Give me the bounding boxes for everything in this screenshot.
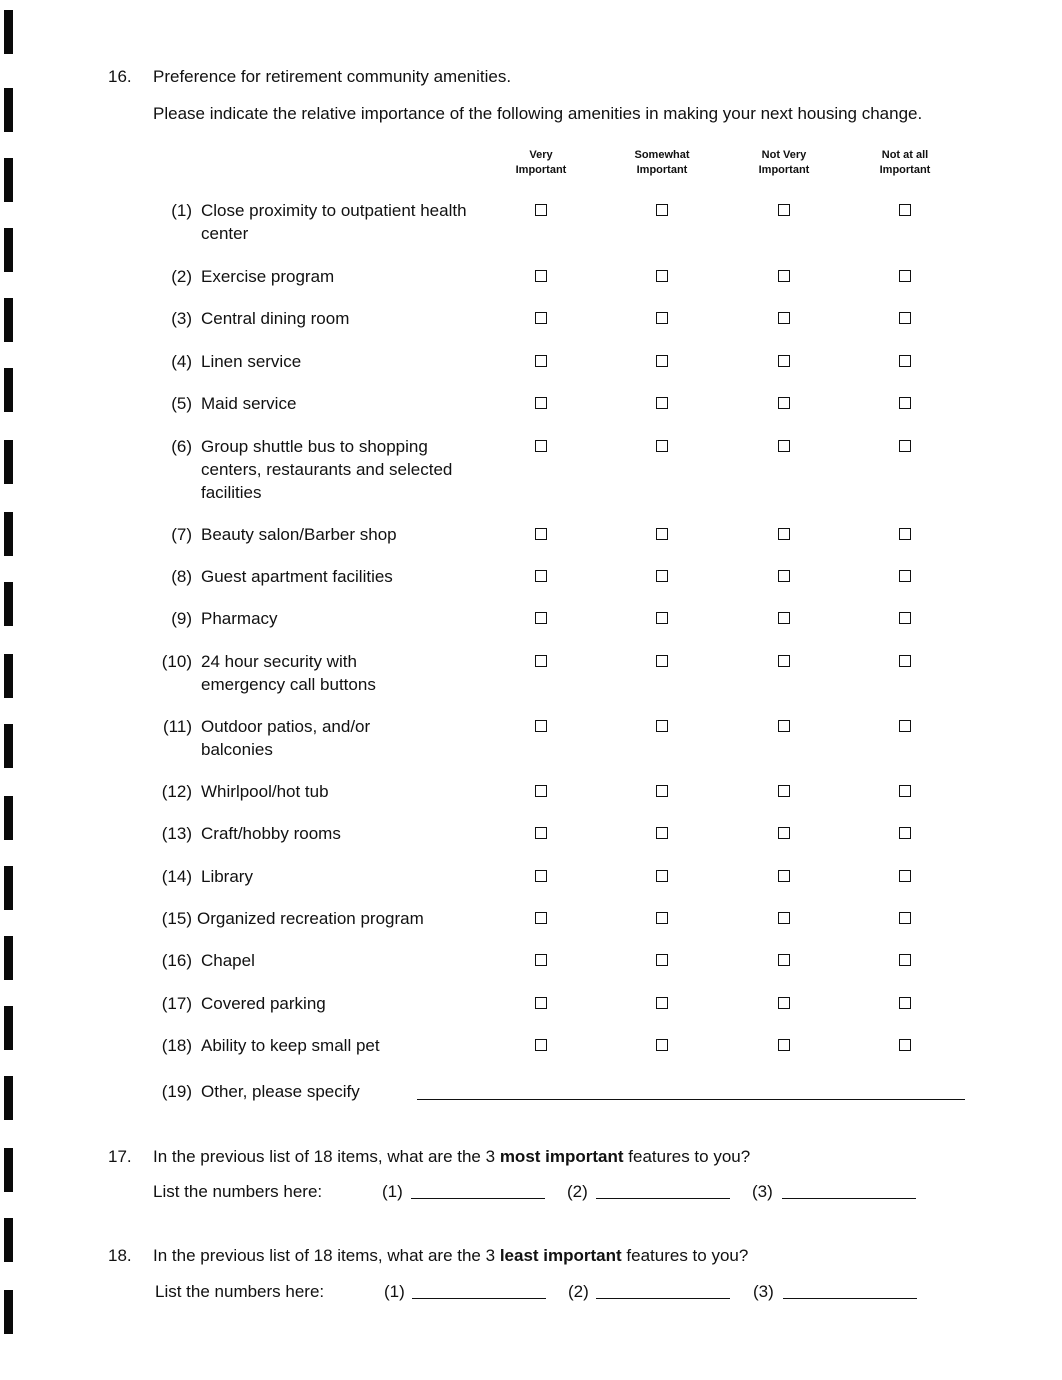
checkbox-not-at-all-important[interactable] xyxy=(899,997,911,1009)
answer-blank-2[interactable] xyxy=(596,1298,730,1299)
checkbox-not-very-important[interactable] xyxy=(778,528,790,540)
scan-mark xyxy=(4,1218,13,1262)
amenity-number: (7) xyxy=(171,525,192,544)
checkbox-not-at-all-important[interactable] xyxy=(899,655,911,667)
column-header-not-at-all-important xyxy=(855,148,955,178)
column-header-line: Not Very xyxy=(761,149,807,161)
checkbox-not-very-important[interactable] xyxy=(778,570,790,582)
question-16-number: 16. xyxy=(108,67,132,86)
column-header-line: Not at all xyxy=(881,149,929,161)
checkbox-not-very-important[interactable] xyxy=(778,997,790,1009)
checkbox-very-important[interactable] xyxy=(535,785,547,797)
checkbox-very-important[interactable] xyxy=(535,312,547,324)
scan-mark xyxy=(4,724,13,768)
answer-blank-3[interactable] xyxy=(782,1198,916,1199)
question-16-instruction: Please indicate the relative importance of the following amenities in making your next housing change. xyxy=(153,104,923,123)
checkbox-very-important[interactable] xyxy=(535,204,547,216)
scan-mark xyxy=(4,582,13,626)
checkbox-very-important[interactable] xyxy=(535,397,547,409)
amenity-number: (6) xyxy=(171,437,192,456)
checkbox-somewhat-important[interactable] xyxy=(656,655,668,667)
checkbox-very-important[interactable] xyxy=(535,954,547,966)
amenity-number: (5) xyxy=(171,394,192,413)
checkbox-somewhat-important[interactable] xyxy=(656,997,668,1009)
checkbox-somewhat-important[interactable] xyxy=(656,720,668,732)
question-emphasis: least important xyxy=(499,1246,622,1265)
amenity-label: Whirlpool/hot tub xyxy=(201,782,329,801)
column-header-not-very-important xyxy=(734,148,834,178)
checkbox-not-at-all-important[interactable] xyxy=(899,720,911,732)
checkbox-not-very-important[interactable] xyxy=(778,312,790,324)
checkbox-not-at-all-important[interactable] xyxy=(899,827,911,839)
amenity-number: (14) xyxy=(161,867,192,886)
checkbox-very-important[interactable] xyxy=(535,912,547,924)
checkbox-very-important[interactable] xyxy=(535,355,547,367)
blank-label: (3) xyxy=(752,1182,773,1201)
checkbox-somewhat-important[interactable] xyxy=(656,912,668,924)
checkbox-very-important[interactable] xyxy=(535,655,547,667)
scan-margin-marks xyxy=(0,0,20,1380)
amenity-label: Chapel xyxy=(201,951,255,970)
amenity-number: (1) xyxy=(171,201,192,220)
checkbox-somewhat-important[interactable] xyxy=(656,204,668,216)
amenity-number: (8) xyxy=(171,567,192,586)
checkbox-not-very-important[interactable] xyxy=(778,954,790,966)
scan-mark xyxy=(4,1006,13,1050)
amenity-label: Covered parking xyxy=(201,994,326,1013)
scan-mark xyxy=(4,440,13,484)
amenity-label: Pharmacy xyxy=(201,609,278,628)
amenity-number: (10) xyxy=(161,652,192,671)
column-header-line: Important xyxy=(879,164,931,176)
checkbox-not-very-important[interactable] xyxy=(778,612,790,624)
column-header-line: Important xyxy=(636,164,688,176)
answer-blank-1[interactable] xyxy=(411,1198,545,1199)
checkbox-not-at-all-important[interactable] xyxy=(899,785,911,797)
checkbox-somewhat-important[interactable] xyxy=(656,785,668,797)
checkbox-not-very-important[interactable] xyxy=(778,440,790,452)
checkbox-somewhat-important[interactable] xyxy=(656,954,668,966)
checkbox-not-at-all-important[interactable] xyxy=(899,912,911,924)
question-text-part: features to you? xyxy=(628,1147,751,1166)
column-header-very-important xyxy=(491,148,591,178)
amenity-number: (9) xyxy=(171,609,192,628)
checkbox-very-important[interactable] xyxy=(535,270,547,282)
checkbox-not-very-important[interactable] xyxy=(778,204,790,216)
column-header-line: Very xyxy=(529,149,553,161)
checkbox-not-very-important[interactable] xyxy=(778,912,790,924)
column-header-line: Important xyxy=(758,164,810,176)
answer-blank-1[interactable] xyxy=(412,1298,546,1299)
amenity-number: (19) xyxy=(161,1082,192,1101)
checkbox-not-at-all-important[interactable] xyxy=(899,528,911,540)
checkbox-very-important[interactable] xyxy=(535,528,547,540)
question-emphasis: most important xyxy=(499,1147,624,1166)
amenity-label: Beauty salon/Barber shop xyxy=(201,525,397,544)
scan-mark xyxy=(4,866,13,910)
checkbox-somewhat-important[interactable] xyxy=(656,827,668,839)
question-18-text xyxy=(153,1246,973,1265)
checkbox-very-important[interactable] xyxy=(535,720,547,732)
list-numbers-label: List the numbers here: xyxy=(155,1282,325,1301)
scan-mark xyxy=(4,10,13,54)
scan-mark xyxy=(4,88,13,132)
amenity-label: Close proximity to outpatient health center xyxy=(201,201,467,243)
checkbox-not-at-all-important[interactable] xyxy=(899,312,911,324)
checkbox-very-important[interactable] xyxy=(535,570,547,582)
amenity-other-label: Other, please specify xyxy=(201,1082,360,1101)
checkbox-not-at-all-important[interactable] xyxy=(899,270,911,282)
checkbox-somewhat-important[interactable] xyxy=(656,355,668,367)
amenity-number: (12) xyxy=(161,782,192,801)
blank-label: (1) xyxy=(384,1282,405,1301)
scan-mark xyxy=(4,298,13,342)
amenity-label: Linen service xyxy=(201,352,302,371)
question-18-number: 18. xyxy=(108,1246,132,1265)
amenity-label: Organized recreation program xyxy=(197,909,424,928)
checkbox-not-at-all-important[interactable] xyxy=(899,397,911,409)
amenity-number: (3) xyxy=(171,309,192,328)
amenity-label: Group shuttle bus to shopping centers, restaurants and selected facilities xyxy=(201,437,453,502)
amenity-label: Maid service xyxy=(201,394,297,413)
checkbox-somewhat-important[interactable] xyxy=(656,870,668,882)
checkbox-not-at-all-important[interactable] xyxy=(899,355,911,367)
checkbox-somewhat-important[interactable] xyxy=(656,397,668,409)
amenity-label: Craft/hobby rooms xyxy=(201,824,341,843)
scan-mark xyxy=(4,368,13,412)
amenity-number: (17) xyxy=(161,994,192,1013)
checkbox-not-at-all-important[interactable] xyxy=(899,440,911,452)
checkbox-not-very-important[interactable] xyxy=(778,720,790,732)
checkbox-very-important[interactable] xyxy=(535,870,547,882)
amenity-label: Central dining room xyxy=(201,309,350,328)
amenity-label: Outdoor patios, and/or balconies xyxy=(201,717,371,759)
list-numbers-label: List the numbers here: xyxy=(153,1182,323,1201)
amenity-number: (15) xyxy=(161,909,192,928)
column-header-line: Important xyxy=(515,164,567,176)
checkbox-somewhat-important[interactable] xyxy=(656,570,668,582)
answer-blank-3[interactable] xyxy=(783,1298,917,1299)
scan-mark xyxy=(4,796,13,840)
checkbox-not-at-all-important[interactable] xyxy=(899,1039,911,1051)
checkbox-not-very-important[interactable] xyxy=(778,355,790,367)
column-header-line: Somewhat xyxy=(634,149,690,161)
checkbox-very-important[interactable] xyxy=(535,997,547,1009)
question-17-number: 17. xyxy=(108,1147,132,1166)
other-specify-field[interactable] xyxy=(417,1099,965,1100)
checkbox-not-at-all-important[interactable] xyxy=(899,570,911,582)
amenity-label: 24 hour security with emergency call buttons xyxy=(201,652,376,694)
amenity-number: (16) xyxy=(161,951,192,970)
checkbox-very-important[interactable] xyxy=(535,827,547,839)
amenity-number: (2) xyxy=(171,267,192,286)
checkbox-somewhat-important[interactable] xyxy=(656,612,668,624)
question-18-answer-row xyxy=(0,1282,1062,1304)
question-16-title: Preference for retirement community amenities. xyxy=(153,67,512,86)
checkbox-not-very-important[interactable] xyxy=(778,1039,790,1051)
question-text-part: In the previous list of 18 items, what are the 3 xyxy=(153,1147,496,1166)
column-header-somewhat-important xyxy=(612,148,712,178)
checkbox-very-important[interactable] xyxy=(535,612,547,624)
blank-label: (3) xyxy=(753,1282,774,1301)
checkbox-very-important[interactable] xyxy=(535,1039,547,1051)
checkbox-not-very-important[interactable] xyxy=(778,397,790,409)
checkbox-somewhat-important[interactable] xyxy=(656,270,668,282)
amenity-number: (18) xyxy=(161,1036,192,1055)
amenity-number: (11) xyxy=(163,717,192,736)
scan-mark xyxy=(4,654,13,698)
scan-mark xyxy=(4,158,13,202)
checkbox-not-very-important[interactable] xyxy=(778,785,790,797)
blank-label: (2) xyxy=(568,1282,589,1301)
checkbox-not-at-all-important[interactable] xyxy=(899,612,911,624)
question-17-answer-row xyxy=(0,1182,1062,1204)
question-text-part: features to you? xyxy=(626,1246,749,1265)
question-17-text xyxy=(153,1147,973,1166)
checkbox-somewhat-important[interactable] xyxy=(656,1039,668,1051)
amenity-label: Exercise program xyxy=(201,267,335,286)
scan-mark xyxy=(4,1076,13,1120)
checkbox-somewhat-important[interactable] xyxy=(656,440,668,452)
checkbox-very-important[interactable] xyxy=(535,440,547,452)
checkbox-not-very-important[interactable] xyxy=(778,270,790,282)
checkbox-not-very-important[interactable] xyxy=(778,870,790,882)
blank-label: (1) xyxy=(382,1182,403,1201)
amenity-number: (13) xyxy=(161,824,192,843)
checkbox-not-at-all-important[interactable] xyxy=(899,954,911,966)
checkbox-not-at-all-important[interactable] xyxy=(899,204,911,216)
checkbox-somewhat-important[interactable] xyxy=(656,528,668,540)
scan-mark xyxy=(4,936,13,980)
scan-mark xyxy=(4,228,13,272)
checkbox-not-very-important[interactable] xyxy=(778,655,790,667)
blank-label: (2) xyxy=(567,1182,588,1201)
checkbox-somewhat-important[interactable] xyxy=(656,312,668,324)
answer-blank-2[interactable] xyxy=(596,1198,730,1199)
amenity-label: Ability to keep small pet xyxy=(201,1036,380,1055)
amenity-label: Library xyxy=(201,867,253,886)
question-text-part: In the previous list of 18 items, what are the 3 xyxy=(153,1246,496,1265)
amenity-number: (4) xyxy=(171,352,192,371)
checkbox-not-very-important[interactable] xyxy=(778,827,790,839)
amenity-label: Guest apartment facilities xyxy=(201,567,393,586)
checkbox-not-at-all-important[interactable] xyxy=(899,870,911,882)
scan-mark xyxy=(4,512,13,556)
